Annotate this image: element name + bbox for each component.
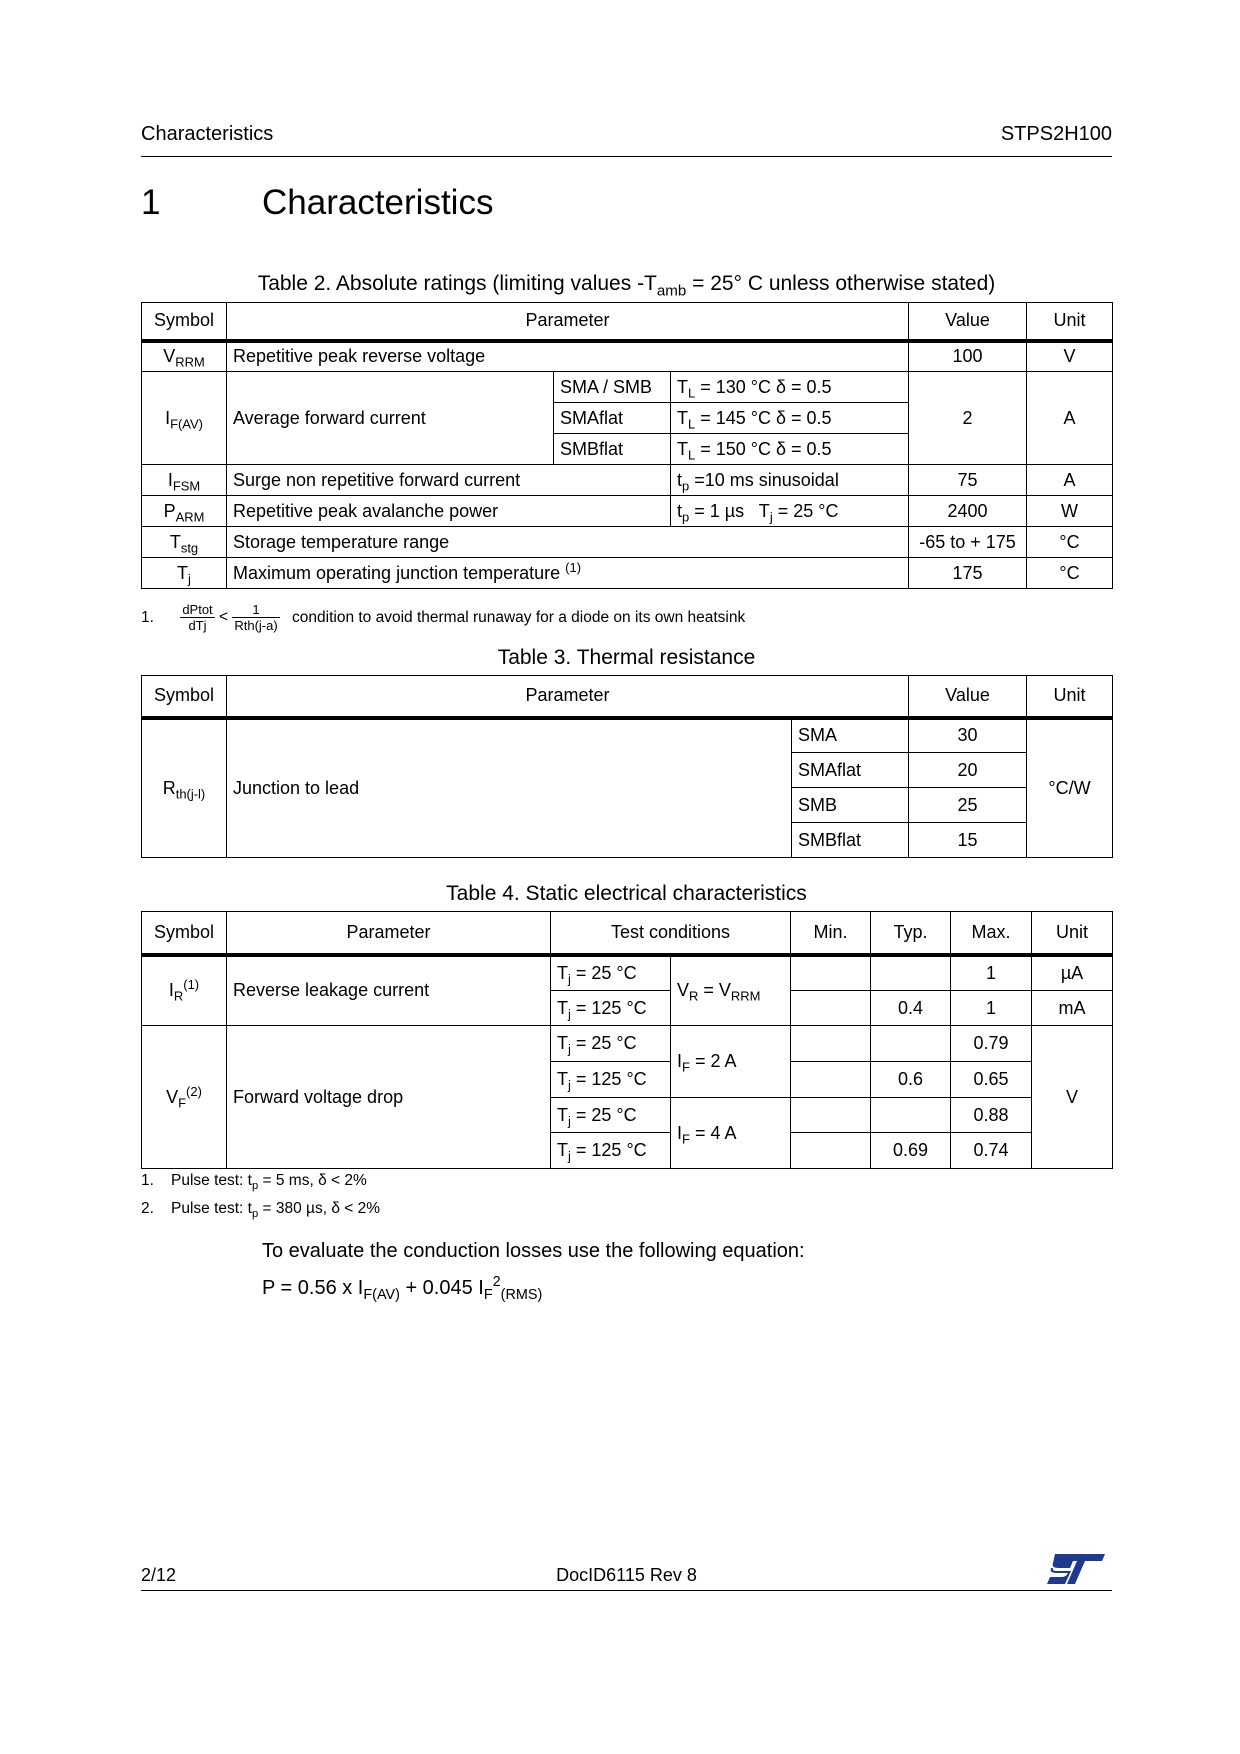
value-cell: -65 to + 175 (909, 527, 1027, 558)
unit-cell: °C (1027, 527, 1113, 558)
footnote-ref: (1) (183, 977, 200, 993)
symbol-cell: $V_{RRM}$ (142, 341, 227, 372)
header-max: Max. (951, 912, 1032, 955)
table2-footnote: 1. $\frac{\text{dPtot}}{\text{dTj}}$ < $\frac{1}{\text{Rth(j-a)}}$ condition to avoid thermal runaway for a diode on its own heatsink (141, 602, 746, 633)
unit-cell: A (1027, 465, 1113, 496)
unit-cell: V (1027, 341, 1113, 372)
header-typ: Typ. (871, 912, 951, 955)
value-cell: 100 (909, 341, 1027, 372)
max-cell: 0.88 (951, 1098, 1032, 1133)
static-electrical-table (141, 911, 1113, 1169)
symbol-cell: $I_R^{(1)}$ (142, 955, 227, 1026)
header-part-number: STPS2H100 (1000, 123, 1112, 145)
condition-cell: $t_p =10$ ms sinusoidal (671, 465, 909, 496)
min-cell (791, 1133, 871, 1169)
parameter-cell: Surge non repetitive forward current (227, 465, 671, 496)
unit-cell: µA (1032, 955, 1113, 991)
parameter-cell: Repetitive peak avalanche power (227, 496, 671, 527)
parameter-cell: Junction to lead (227, 718, 792, 858)
table-header-row (142, 676, 1113, 718)
parameter-cell: Average forward current (227, 372, 554, 465)
package-cell: SMAflat (792, 753, 909, 788)
header-value: Value (909, 303, 1027, 341)
current-condition-cell: $I_F = 2$ A (671, 1026, 791, 1098)
table4-footnote-1: 1. Pulse test: $t_p = 5$ ms, δ < 2% (141, 1172, 367, 1192)
condition-cell: $T_L = 130$ °C δ = 0.5 (671, 372, 909, 403)
unit-cell: °C/W (1027, 718, 1113, 858)
condition-cell: $T_L = 150$ °C δ = 0.5 (671, 434, 909, 465)
tj-condition-cell: $T_j = 125$ °C (551, 991, 671, 1026)
tj-condition-cell: $T_j = 25$ °C (551, 1098, 671, 1133)
value-cell: 75 (909, 465, 1027, 496)
table-row (142, 465, 1113, 496)
typ-cell (871, 1098, 951, 1133)
max-cell: 0.79 (951, 1026, 1032, 1062)
typ-cell: 0.6 (871, 1062, 951, 1098)
equation-intro: To evaluate the conduction losses use the following equation: (262, 1240, 805, 1262)
package-cell: SMA (792, 718, 909, 753)
min-cell (791, 1026, 871, 1062)
table-row (142, 341, 1113, 372)
page-footer (141, 1565, 1112, 1591)
tj-condition-cell: $T_j = 25$ °C (551, 1026, 671, 1062)
footnote-ref: (2) (186, 1083, 202, 1099)
symbol-cell: $P_{ARM}$ (142, 496, 227, 527)
typ-cell (871, 955, 951, 991)
header-parameter: Parameter (227, 676, 909, 718)
unit-cell: A (1027, 372, 1113, 465)
fraction: $\frac{\text{dPtot}}{\text{dTj}}$ (182, 602, 213, 633)
table4-caption: Table 4. Static electrical characteristics (446, 882, 807, 905)
package-cell: SMB (792, 788, 909, 823)
value-cell: 2 (909, 372, 1027, 465)
symbol-cell: $T_j$ (142, 558, 227, 589)
header-symbol: Symbol (142, 676, 227, 718)
parameter-cell: Forward voltage drop (227, 1026, 551, 1169)
tj-condition-cell: $T_j = 125$ °C (551, 1133, 671, 1169)
value-cell: 20 (909, 753, 1027, 788)
tj-condition-cell: $T_j = 125$ °C (551, 1062, 671, 1098)
symbol-cell: $V_F^{(2)}$ (142, 1026, 227, 1169)
symbol-cell: $I_{FSM}$ (142, 465, 227, 496)
table-row (142, 372, 1113, 403)
header-symbol: Symbol (142, 303, 227, 341)
footnote-ref: (1) (565, 559, 582, 575)
package-cell: SMAflat (554, 403, 671, 434)
unit-cell: °C (1027, 558, 1113, 589)
header-min: Min. (791, 912, 871, 955)
current-condition-cell: $I_F = 4$ A (671, 1098, 791, 1169)
unit-cell: mA (1032, 991, 1113, 1026)
typ-cell: 0.69 (871, 1133, 951, 1169)
min-cell (791, 955, 871, 991)
typ-cell: 0.4 (871, 991, 951, 1026)
header-symbol: Symbol (142, 912, 227, 955)
min-cell (791, 991, 871, 1026)
symbol-cell: $I_{F(AV)}$ (142, 372, 227, 465)
header-parameter: Parameter (227, 912, 551, 955)
package-cell: SMA / SMB (554, 372, 671, 403)
table-row (142, 718, 1113, 753)
st-logo-icon (1045, 1551, 1107, 1592)
symbol-cell: $R_{th(j-l)}$ (142, 718, 227, 858)
voltage-condition-cell: $V_R = V_{RRM}$ (671, 955, 791, 1026)
header-parameter: Parameter (227, 303, 909, 341)
parameter-cell: Maximum operating junction temperature $^{(1)}$ (227, 558, 909, 589)
absolute-ratings-table (141, 302, 1113, 589)
symbol-cell: $T_{stg}$ (142, 527, 227, 558)
tj-condition-cell: $T_j = 25$ °C (551, 955, 671, 991)
value-cell: 25 (909, 788, 1027, 823)
header-test-conditions: Test conditions (551, 912, 791, 955)
package-cell: SMBflat (554, 434, 671, 465)
table-row (142, 558, 1113, 589)
table4-footnote-2: 2. Pulse test: $t_p = 380$ µs, δ < 2% (141, 1200, 381, 1220)
page-header (141, 120, 1112, 157)
header-section-name: Characteristics (141, 123, 274, 145)
table-row (142, 955, 1113, 991)
unit-cell: V (1032, 1026, 1113, 1169)
table-row (142, 1026, 1113, 1062)
parameter-cell: Storage temperature range (227, 527, 909, 558)
min-cell (791, 1098, 871, 1133)
parameter-cell: Repetitive peak reverse voltage (227, 341, 909, 372)
value-cell: 2400 (909, 496, 1027, 527)
header-unit: Unit (1027, 676, 1113, 718)
document-id: DocID6115 Rev 8 (556, 1565, 697, 1585)
parameter-cell: Reverse leakage current (227, 955, 551, 1026)
header-unit: Unit (1027, 303, 1113, 341)
fraction: $\frac{1}{\text{Rth(j-a)}}$ (234, 602, 278, 633)
unit-cell: W (1027, 496, 1113, 527)
max-cell: 0.65 (951, 1062, 1032, 1098)
table2-caption: Table 2. Absolute ratings (limiting values $-T_{amb} = 25^\circ$ C unless otherwise stated) (257, 272, 996, 300)
max-cell: 0.74 (951, 1133, 1032, 1169)
table-header-row (142, 912, 1113, 955)
typ-cell (871, 1026, 951, 1062)
table-header-row (142, 303, 1113, 341)
section-title: Characteristics (262, 183, 494, 222)
table-row (142, 527, 1113, 558)
equation: P = 0.56 x $I_{F(AV)} + 0.045$ $I_F^2_{(RMS)}$ (262, 1274, 543, 1304)
package-cell: SMBflat (792, 823, 909, 858)
max-cell: 1 (951, 955, 1032, 991)
table-row (142, 496, 1113, 527)
page-number: 2/12 (141, 1565, 177, 1585)
condition-cell: $T_L = 145$ °C δ = 0.5 (671, 403, 909, 434)
min-cell (791, 1062, 871, 1098)
section-number: 1 (141, 183, 161, 222)
value-cell: 30 (909, 718, 1027, 753)
header-unit: Unit (1032, 912, 1113, 955)
max-cell: 1 (951, 991, 1032, 1026)
value-cell: 15 (909, 823, 1027, 858)
thermal-resistance-table (141, 675, 1113, 858)
header-value: Value (909, 676, 1027, 718)
value-cell: 175 (909, 558, 1027, 589)
table3-caption: Table 3. Thermal resistance (497, 646, 756, 669)
condition-cell: $t_p = 1$ µs $T_j = 25$ °C (671, 496, 909, 527)
